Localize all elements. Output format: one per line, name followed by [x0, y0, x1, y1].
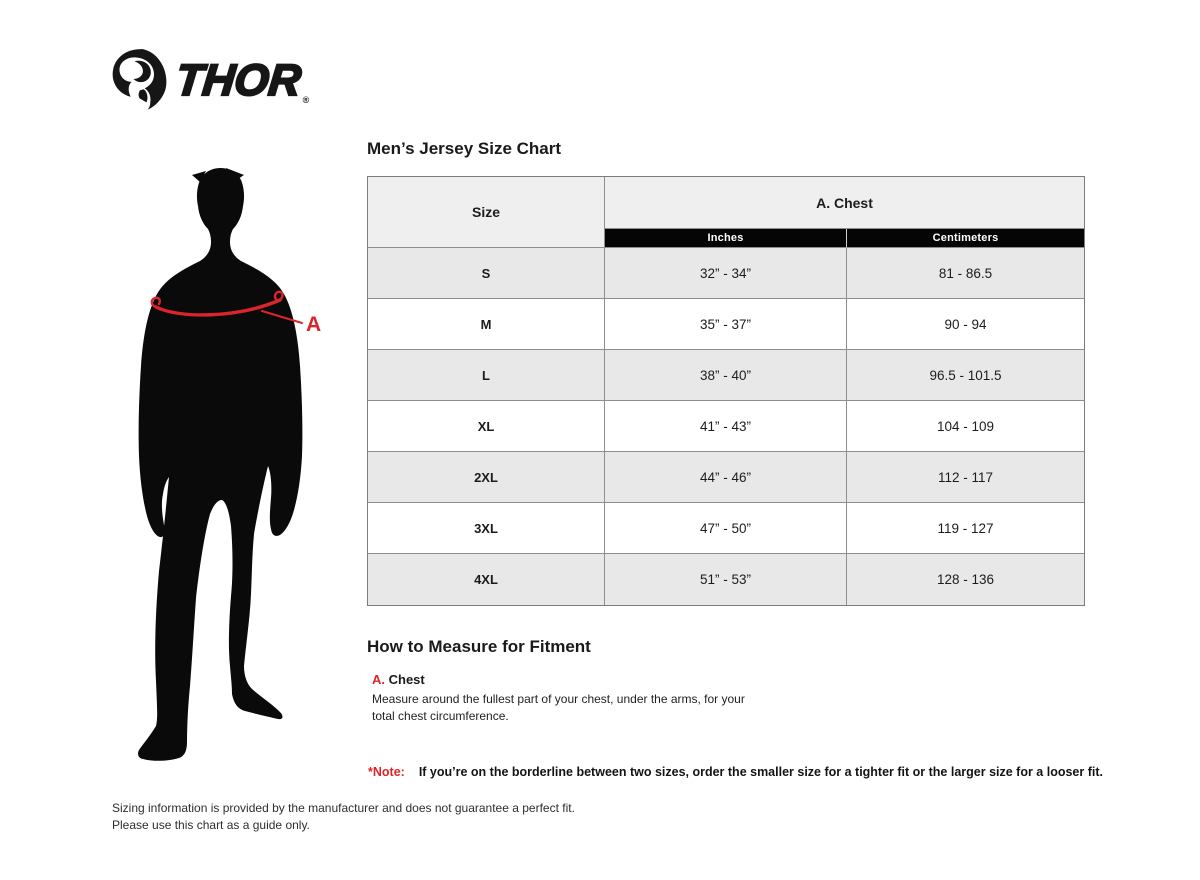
disclaimer-line: Sizing information is provided by the manufacturer and does not guarantee a perfect fit.	[112, 801, 575, 815]
table-cell-size: XL	[368, 401, 605, 452]
note-label: *Note:	[368, 765, 405, 779]
body-measurement-figure	[130, 166, 330, 781]
table-cell-inches: 47” - 50”	[605, 503, 847, 554]
sizing-note	[368, 765, 1103, 779]
measure-description	[372, 691, 745, 724]
disclaimer	[112, 800, 575, 834]
table-cell-inches: 44” - 46”	[605, 452, 847, 503]
table-cell-centimeters: 119 - 127	[847, 503, 1084, 554]
unit-header-inches: Inches	[605, 229, 847, 248]
table-cell-inches: 51” - 53”	[605, 554, 847, 605]
measure-item-heading	[372, 672, 745, 687]
table-cell-centimeters: 96.5 - 101.5	[847, 350, 1084, 401]
table-cell-size: S	[368, 248, 605, 299]
note-text: If you’re on the borderline between two sizes, order the smaller size for a tighter fit or the larger size for a looser fit.	[418, 765, 1103, 779]
table-cell-inches: 41” - 43”	[605, 401, 847, 452]
unit-header-centimeters: Centimeters	[847, 229, 1084, 248]
measure-letter: A.	[372, 672, 385, 687]
registered-trademark: ®	[302, 95, 310, 105]
size-chart-title: Men’s Jersey Size Chart	[367, 139, 562, 158]
table-cell-size: 2XL	[368, 452, 605, 503]
measure-name: Chest	[388, 672, 425, 687]
table-cell-centimeters: 90 - 94	[847, 299, 1084, 350]
thor-goat-icon	[112, 48, 168, 110]
table-cell-centimeters: 81 - 86.5	[847, 248, 1084, 299]
thor-logo	[112, 46, 309, 110]
table-cell-size: M	[368, 299, 605, 350]
table-cell-inches: 32” - 34”	[605, 248, 847, 299]
how-to-measure-title: How to Measure for Fitment	[367, 637, 591, 656]
table-cell-inches: 35” - 37”	[605, 299, 847, 350]
measure-item-chest	[372, 672, 745, 724]
measure-description-line: Measure around the fullest part of your chest, under the arms, for your	[372, 692, 745, 706]
table-cell-centimeters: 112 - 117	[847, 452, 1084, 503]
measurement-point-a-label: A	[306, 313, 322, 336]
column-header-size: Size	[368, 177, 605, 248]
table-cell-size: L	[368, 350, 605, 401]
disclaimer-line: Please use this chart as a guide only.	[112, 818, 310, 832]
male-silhouette-graphic	[130, 166, 330, 776]
table-cell-centimeters: 104 - 109	[847, 401, 1084, 452]
thor-wordmark: THOR	[173, 56, 304, 105]
size-table	[367, 176, 1085, 606]
table-cell-inches: 38” - 40”	[605, 350, 847, 401]
measure-description-line: total chest circumference.	[372, 708, 509, 723]
table-cell-size: 3XL	[368, 503, 605, 554]
table-cell-size: 4XL	[368, 554, 605, 605]
table-cell-centimeters: 128 - 136	[847, 554, 1084, 605]
column-header-chest: A. Chest	[605, 177, 1084, 229]
